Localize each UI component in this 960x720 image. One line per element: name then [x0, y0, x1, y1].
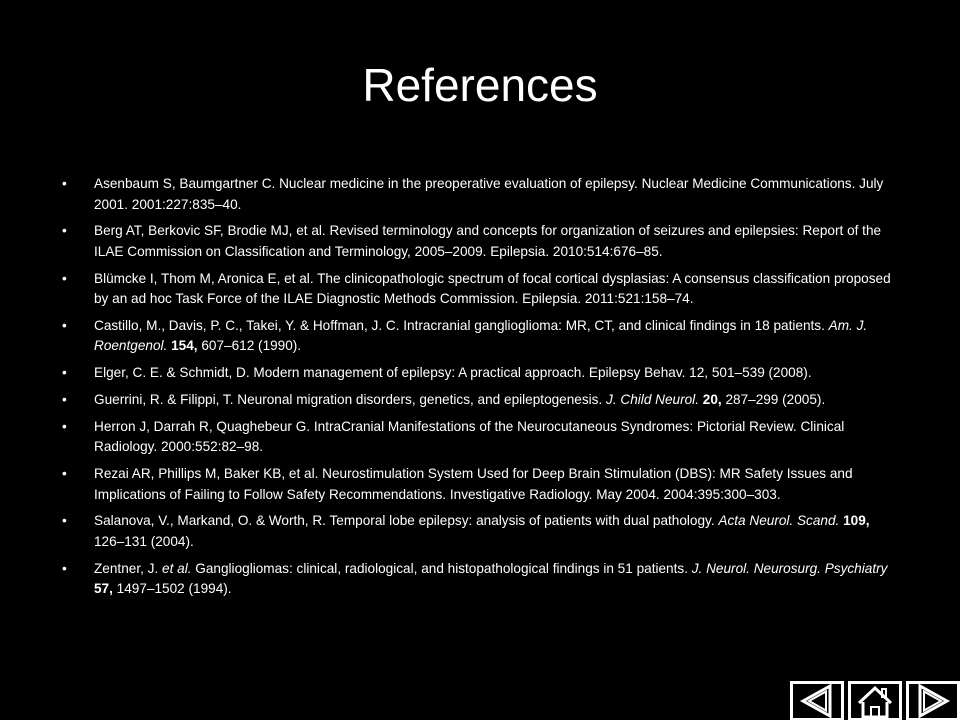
reference-item — [62, 316, 892, 357]
reference-authors: Guerrini, R. & Filippi, T. Neuronal migration disorders, genetics, and epileptogenesis. — [94, 391, 607, 407]
reference-item — [62, 174, 892, 215]
triangle-left-icon — [790, 681, 844, 720]
reference-item — [62, 417, 892, 458]
reference-journal: Am. J. Roentgenol. — [94, 317, 868, 354]
reference-list — [62, 174, 895, 606]
reference-journal: Acta Neurol. Scand. — [718, 513, 840, 529]
reference-volume: 20, — [702, 391, 722, 407]
reference-text: Herron J, Darrah R, Quaghebeur G. IntraCranial Manifestations of the Neurocutaneous Syndromes: Pictorial Review. Clinical Radiology. 2000:552:82–98. — [94, 418, 849, 455]
reference-text: Elger, C. E. & Schmidt, D. Modern management of epilepsy: A practical approach. Epilepsy Behav. 12, 501–539 (2008). — [94, 365, 812, 381]
reference-authors: Castillo, M., Davis, P. C., Takei, Y. & Hoffman, J. C. Intracranial ganglioglioma: MR, CT, and clinical findings in 18 patients. — [94, 317, 829, 333]
reference-text: Berg AT, Berkovic SF, Brodie MJ, et al. Revised terminology and concepts for organization of seizures and epilepsies: Report of the ILAE Commission on Classification and Terminology, 2005–2009. Epilepsia. 2010:514:676–85. — [94, 223, 885, 259]
reference-item — [62, 511, 892, 552]
reference-etal: et al. — [162, 560, 192, 576]
reference-item — [62, 363, 892, 384]
reference-authors: Zentner, J. — [94, 560, 163, 576]
reference-pages: 126–131 (2004). — [94, 513, 874, 549]
next-slide-button[interactable] — [906, 681, 960, 720]
reference-volume: 154, — [171, 338, 198, 354]
slide-title: References — [362, 59, 598, 111]
reference-journal: J. Neurol. Neurosurg. Psychiatry — [691, 560, 888, 576]
previous-slide-button[interactable] — [790, 681, 844, 720]
reference-journal: J. Child Neurol. — [606, 391, 699, 407]
triangle-right-icon — [906, 681, 960, 720]
slide-navigation — [790, 681, 960, 720]
reference-item — [62, 559, 892, 600]
reference-text: Rezai AR, Phillips M, Baker KB, et al. Neurostimulation System Used for Deep Brain Stimulation (DBS): MR Safety Issues and Implications of Failing to Follow Safety Recommendations. Investigative Radiology. May 2004. 2004:395:300–303. — [94, 466, 857, 502]
home-button[interactable] — [848, 681, 902, 720]
reference-item — [62, 390, 892, 411]
reference-authors: Salanova, V., Markand, O. & Worth, R. Temporal lobe epilepsy: analysis of patients with dual pathology. — [94, 513, 719, 529]
house-icon — [848, 681, 902, 720]
reference-item — [62, 464, 892, 505]
reference-pages: 1497–1502 (1994). — [112, 581, 232, 597]
reference-pages: 607–612 (1990). — [197, 338, 302, 354]
reference-item — [62, 269, 895, 310]
reference-text: Blümcke I, Thom M, Aronica E, et al. The clinicopathologic spectrum of focal cortical dysplasias: A consensus classification proposed by an ad hoc Task Force of the ILAE Diagnostic Methods Commission. Epilepsia. 2011:521:158–74. — [94, 270, 895, 307]
reference-text: Asenbaum S, Baumgartner C. Nuclear medicine in the preoperative evaluation of epilepsy. Nuclear Medicine Communications. July 2001. 2001:227:835–40. — [94, 176, 888, 212]
reference-pages: 287–299 (2005). — [721, 391, 826, 407]
reference-volume: 109, — [843, 513, 870, 529]
reference-item — [62, 221, 892, 262]
reference-volume: 57, — [94, 581, 113, 597]
reference-title: Gangliogliomas: clinical, radiological, and histopathological findings in 51 patients. — [191, 560, 692, 576]
